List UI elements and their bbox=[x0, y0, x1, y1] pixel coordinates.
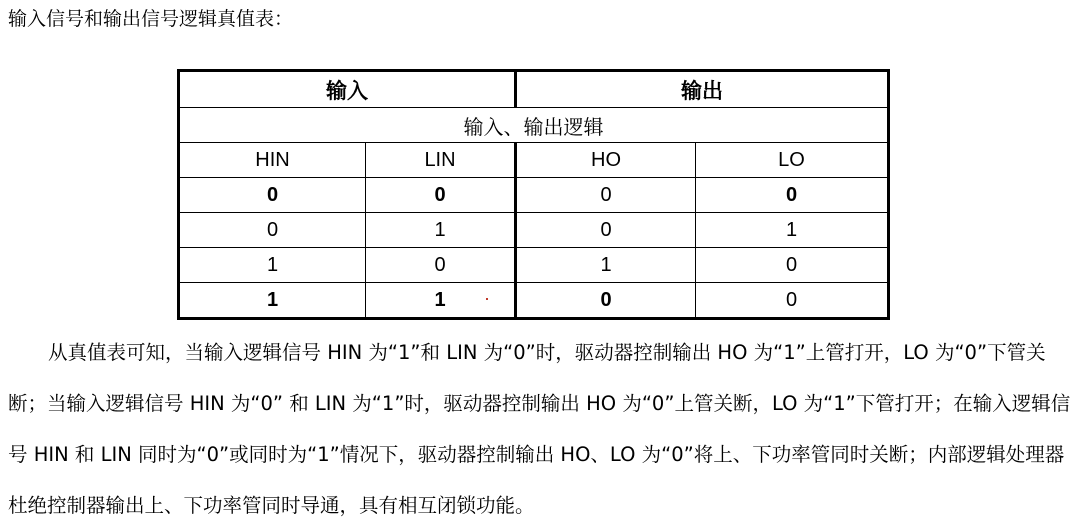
table-row bbox=[179, 178, 889, 213]
stray-mark bbox=[486, 298, 488, 300]
cell-ho: 1 bbox=[516, 248, 696, 283]
cell-lin: 0 bbox=[366, 178, 516, 213]
cell-lo: 0 bbox=[696, 248, 889, 283]
table-subtitle: 输入、输出逻辑 bbox=[179, 108, 889, 143]
truth-table bbox=[177, 69, 890, 320]
cell-lo: 1 bbox=[696, 213, 889, 248]
explanation-paragraph: 从真值表可知，当输入逻辑信号 HIN 为“1”和 LIN 为“0”时，驱动器控制输出 HO 为“1”上管打开，LO 为“0”下管关断；当输入逻辑信号 HIN 为“0” 和 LIN 为“1”时，驱动器控制输出 HO 为“0”上管关断，LO 为“1”下管打开；在输入逻辑信号 HIN 和 LIN 同时为“0”或同时为“1”情况下，驱动器控制输出 HO、LO 为“0”将上、下功率管同时关断；内部逻辑处理器杜绝控制器输出上、下功率管同时导通，具有相互闭锁功能。 bbox=[8, 341, 1071, 517]
table-column-header-row bbox=[179, 143, 889, 178]
cell-lo: 0 bbox=[696, 283, 889, 319]
cell-hin: 0 bbox=[179, 178, 366, 213]
cell-ho: 0 bbox=[516, 213, 696, 248]
cell-lin: 1 bbox=[366, 213, 516, 248]
column-header-lin: LIN bbox=[366, 143, 516, 178]
table-subtitle-row bbox=[179, 108, 889, 143]
cell-ho: 0 bbox=[516, 178, 696, 213]
column-header-lo: LO bbox=[696, 143, 889, 178]
table-row bbox=[179, 213, 889, 248]
table-group-header-row bbox=[179, 71, 889, 108]
group-header-output: 输出 bbox=[516, 71, 889, 108]
cell-hin: 1 bbox=[179, 283, 366, 319]
cell-lin: 0 bbox=[366, 248, 516, 283]
cell-lin: 1 bbox=[366, 283, 516, 319]
table-row bbox=[179, 283, 889, 319]
cell-lo: 0 bbox=[696, 178, 889, 213]
table-row bbox=[179, 248, 889, 283]
group-header-input: 输入 bbox=[179, 71, 516, 108]
cell-hin: 0 bbox=[179, 213, 366, 248]
column-header-hin: HIN bbox=[179, 143, 366, 178]
column-header-ho: HO bbox=[516, 143, 696, 178]
cell-hin: 1 bbox=[179, 248, 366, 283]
section-heading: 输入信号和输出信号逻辑真值表： bbox=[8, 8, 294, 30]
cell-ho: 0 bbox=[516, 283, 696, 319]
